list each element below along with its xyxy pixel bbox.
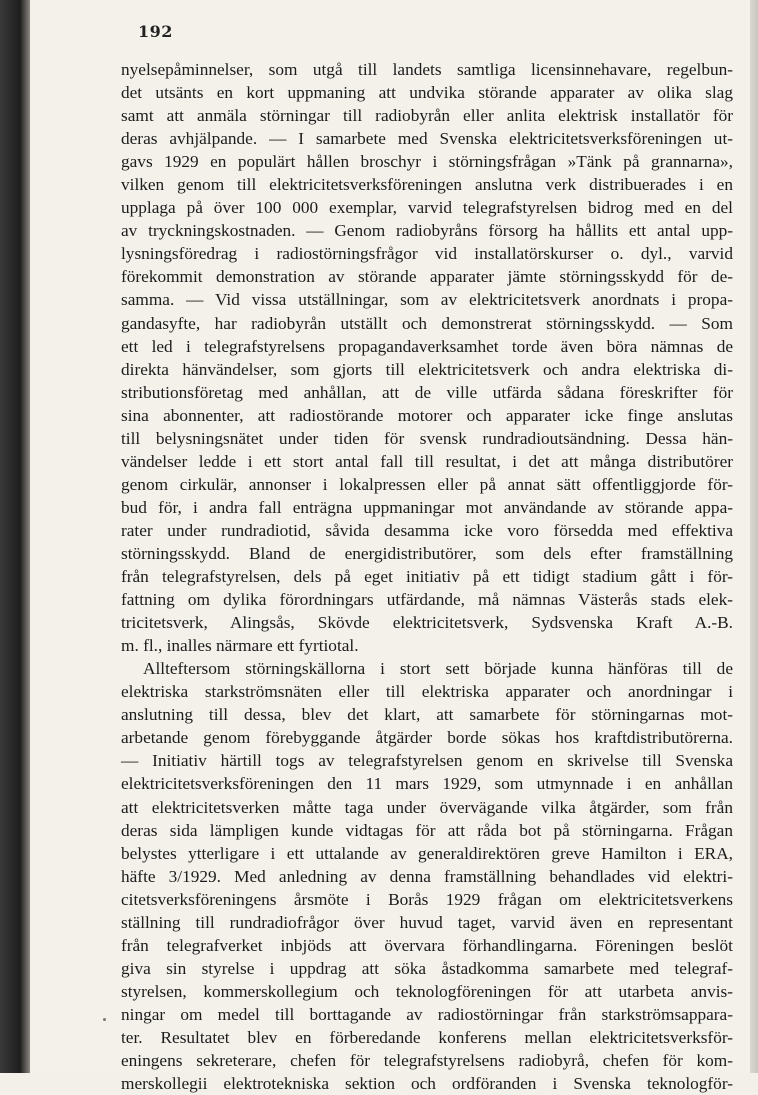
text-line: stributionsföretag med anhållan, att de ville utfärda sådana föreskrifter för	[121, 382, 733, 402]
text-line-paragraph-end: m. fl., inalles närmare ett fyrtiotal.	[121, 636, 359, 656]
text-line: rater under rundradiotid, såvida desamma icke voro försedda med effektiva	[121, 520, 733, 540]
text-line: eningens sekreterare, chefen för telegrafstyrelsens radiobyrå, chefen för kom-	[121, 1051, 733, 1071]
text-line: styrelsen, kommerskollegium och teknologföreningen för att utarbeta anvis-	[121, 981, 733, 1001]
text-line: vändelser ledde i ett stort antal fall till resultat, i det att många distributörer	[121, 451, 733, 471]
text-line: fattning om dylika förordningars utfärdande, må nämnas Västerås stads elek-	[121, 590, 733, 610]
text-line: direkta hänvändelser, som gjorts till elektricitetsverk och andra elektriska di-	[121, 359, 733, 379]
text-line: från telegrafverket inbjöds att övervara förhandlingarna. Föreningen beslöt	[121, 935, 733, 955]
text-line: bud för, i andra fall enträgna uppmaningar mot användande av störande appa-	[121, 497, 733, 517]
scan-speck	[103, 1018, 106, 1021]
text-line: till belysningsnätet under tiden för svensk rundradioutsändning. Dessa hän-	[121, 428, 733, 448]
text-line: häfte 3/1929. Med anledning av denna framställning behandlades vid elektri-	[121, 866, 733, 886]
text-line: — Initiativ härtill togs av telegrafstyrelsen genom en skrivelse till Svenska	[121, 751, 733, 771]
scan-shadow-right	[750, 0, 758, 1073]
scan-shadow-left	[0, 0, 30, 1073]
text-line: störningsskydd. Bland de energidistributörer, som dels efter framställning	[121, 543, 733, 563]
text-line: elektriska starkströmsnäten eller till elektriska apparater och anordningar i	[121, 682, 733, 702]
text-line: förekommit demonstration av störande apparater jämte störningsskydd för de-	[121, 267, 733, 287]
text-line: arbetande genom förebyggande åtgärder borde sökas hos kraftdistributörerna.	[121, 728, 733, 748]
text-line: ett led i telegrafstyrelsens propagandaverksamhet torde även böra nämnas de	[121, 336, 733, 356]
body-text	[121, 58, 733, 1095]
text-line: samma. — Vid vissa utställningar, som av elektricitetsverk anordnats i propa-	[121, 290, 733, 310]
text-line: ställning till rundradiofrågor över huvud taget, varvid även en representant	[121, 912, 733, 932]
text-line: lysningsföredrag i radiostörningsfrågor vid installatörskurser o. dyl., varvid	[121, 244, 733, 264]
text-line-paragraph-start: Allteftersom störningskällorna i stort sett började kunna hänföras till de	[143, 659, 733, 679]
text-line: genom cirkulär, annonser i lokalpressen eller på annat sätt offentliggjorde för-	[121, 474, 733, 494]
text-line: elektricitetsverksföreningen den 11 mars 1929, som utmynnade i en anhållan	[121, 774, 733, 794]
text-line: ter. Resultatet blev en förberedande konferens mellan elektricitetsverksför-	[121, 1027, 733, 1047]
text-line: ningar om medel till borttagande av radiostörningar från starkströmsappara-	[121, 1004, 733, 1024]
text-line: belystes ytterligare i ett uttalande av generaldirektören greve Hamilton i ERA,	[121, 843, 733, 863]
text-line: av tryckningskostnaden. — Genom radiobyråns försorg ha hållits ett antal upp-	[121, 221, 733, 241]
text-line: deras sida lämpligen kunde vidtagas för att råda bot på störningarna. Frågan	[121, 820, 733, 840]
text-line: sina abonnenter, att radiostörande motorer och apparater icke finge anslutas	[121, 405, 733, 425]
text-line: samt att anmäla störningar till radiobyrån eller anlita elektrisk installatör för	[121, 106, 733, 126]
text-line: gavs 1929 en populärt hållen broschyr i störningsfrågan »Tänk på grannarna»,	[121, 152, 733, 172]
text-line: giva sin styrelse i uppdrag att söka åstadkomma samarbete med telegraf-	[121, 958, 733, 978]
text-line: nyelsepåminnelser, som utgå till landets samtliga licensinnehavare, regelbun-	[121, 60, 733, 79]
text-line: tricitetsverk, Alingsås, Skövde elektricitetsverk, Sydsvenska Kraft A.-B.	[121, 613, 733, 633]
text-line: vilken genom till elektricitetsverksföreningen anslutna verk distribuerades i en	[121, 175, 733, 195]
text-line: från telegrafstyrelsen, dels på eget initiativ på ett tidigt stadium gått i för-	[121, 567, 733, 587]
text-line: anslutning till dessa, blev det klart, att samarbete för störningarnas mot-	[121, 705, 733, 725]
text-line: deras avhjälpande. — I samarbete med Svenska elektricitetsverksföreningen ut-	[121, 129, 733, 149]
text-line: upplaga på över 100 000 exemplar, varvid telegrafstyrelsen bidrog med en del	[121, 198, 733, 218]
text-line: att elektricitetsverken måtte taga under övervägande vilka åtgärder, som från	[121, 797, 733, 817]
text-line: merskollegii elektrotekniska sektion och ordföranden i Svenska teknologför-	[121, 1074, 733, 1094]
text-line: citetsverksföreningens årsmöte i Borås 1929 frågan om elektricitetsverkens	[121, 889, 733, 909]
text-line: gandasyfte, har radiobyrån utställt och demonstrerat störningsskydd. — Som	[121, 313, 733, 333]
page-number: 192	[138, 22, 173, 41]
text-line: det utsänts en kort uppmaning att undvika störande apparater av olika slag	[121, 83, 733, 103]
